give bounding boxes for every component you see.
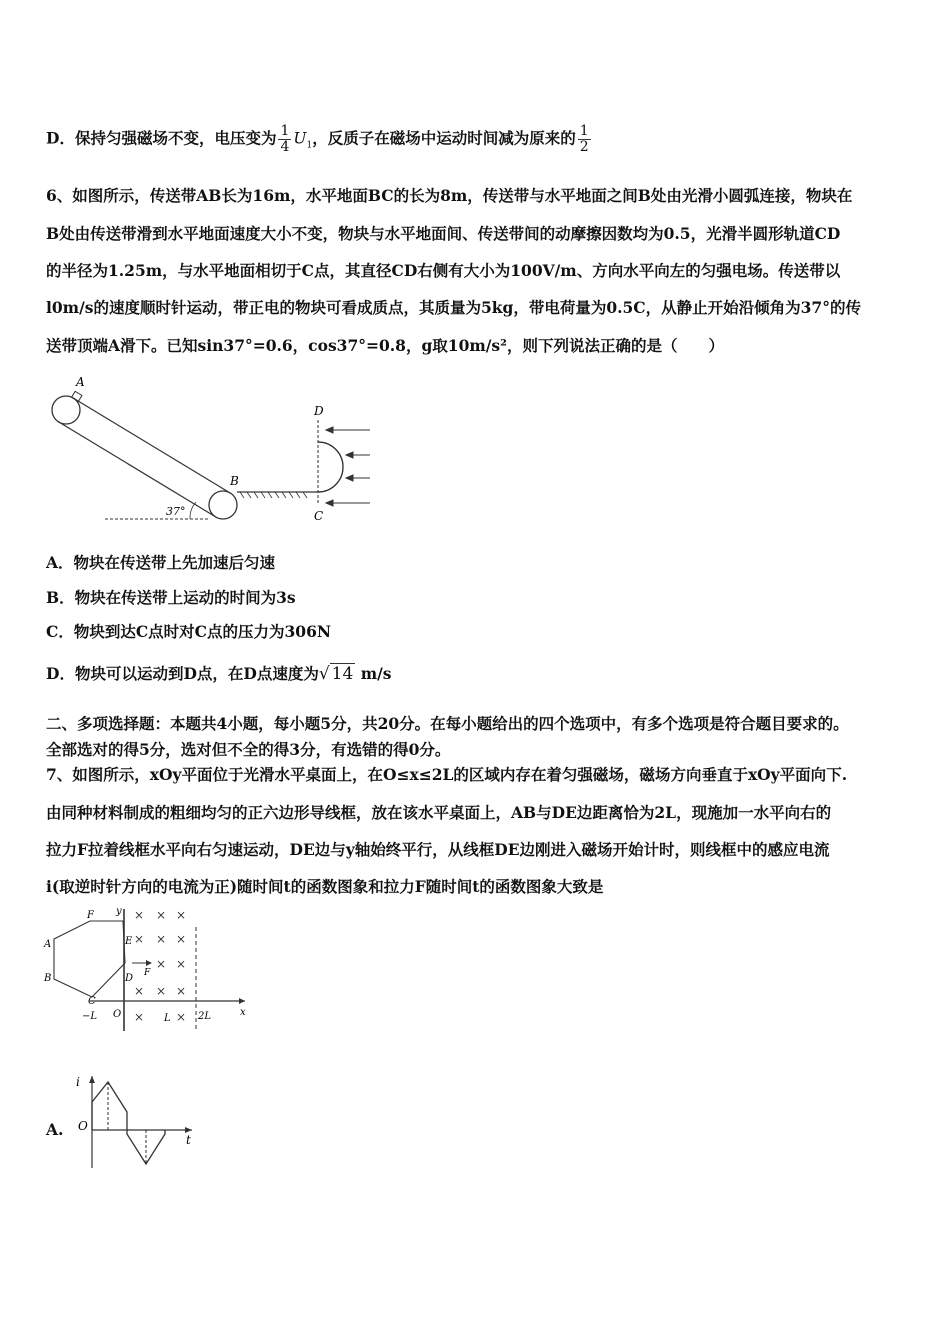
label-origin: O	[113, 1009, 122, 1020]
q6-line-2: B处由传送带滑到水平地面速度大小不变，物块与水平地面间、传送带间的动摩擦因数均为0.5，光滑半圆形轨道CD	[46, 224, 841, 243]
label-x-axis: x	[240, 1007, 246, 1018]
label-c-vertex: C	[88, 996, 96, 1007]
label-b-vertex: B	[44, 973, 52, 984]
q6-line-1: 6、如图所示，传送带AB长为16m，水平地面BC的长为8m，传送带与水平地面之间B处由光滑小圆弧连接，物块在	[46, 186, 853, 205]
q7-figure	[40, 905, 260, 1035]
field-crosses	[134, 908, 186, 1024]
q6-figure	[40, 370, 380, 530]
svg-text:×: ×	[176, 984, 187, 998]
label-a: A	[76, 375, 85, 389]
hexagon-frame	[54, 921, 125, 997]
svg-text:×: ×	[176, 932, 187, 946]
q6-line-5: 送带顶端A滑下。已知sin37°=0.6，cos37°=0.8，g取10m/s²，则下列说法正确的是（ ）	[46, 336, 724, 355]
label-angle: 37°	[166, 505, 186, 518]
svg-text:×: ×	[156, 957, 167, 971]
label-b: B	[230, 474, 239, 488]
graph-label-o: O	[78, 1119, 88, 1133]
prev-option-d: D．保持匀强磁场不变，电压变为 $\frac{1}{4}$ $U_1$，反质子在磁场中运动时间减为原来的 $\frac{1}{2}$	[46, 123, 589, 155]
label-d-vertex: D	[125, 973, 134, 984]
q7-line-4: i(取逆时针方向的电流为正)随时间t的函数图象和拉力F随时间t的函数图象大致是	[46, 877, 604, 896]
block-at-a	[72, 391, 82, 401]
q6-option-c[interactable]: C．物块到达C点时对C点的压力为306N	[46, 622, 332, 641]
semicircle-track-outline	[318, 442, 343, 492]
label-a-vertex: A	[44, 939, 52, 950]
q7-line-2: 由同种材料制成的粗细均匀的正六边形导线框，放在该水平桌面上，AB与DE边距离恰为2L，现施加一水平向右的	[46, 803, 832, 822]
section2-line-2: 全部选对的得5分，选对但不全的得3分，有选错的得0分。	[46, 740, 451, 759]
q6-line-3: 的半径为1.25m，与水平地面相切于C点，其直径CD右侧有大小为100V/m、方向水平向左的匀强电场。传送带以	[46, 261, 841, 280]
label-2l: 2L	[198, 1011, 212, 1022]
label-c: C	[314, 509, 324, 523]
prev-option-d-text: D．保持匀强磁场不变，电压变为	[46, 128, 277, 148]
q6-option-d[interactable]: D．物块可以运动到D点，在D点速度为√ 14 m/s	[46, 664, 392, 684]
svg-text:×: ×	[134, 908, 145, 922]
svg-text:×: ×	[134, 932, 145, 946]
q7-line-3: 拉力F拉着线框水平向右匀速运动，DE边与y轴始终平行，从线框DE边刚进入磁场开始计时，则线框中的感应电流	[46, 840, 830, 859]
q7-option-a-graph	[72, 1072, 202, 1172]
svg-text:×: ×	[134, 1010, 145, 1024]
svg-text:×: ×	[156, 908, 167, 922]
graph-label-i: i	[76, 1075, 80, 1089]
q6-option-b[interactable]: B．物块在传送带上运动的时间为3s	[46, 588, 296, 607]
svg-text:×: ×	[176, 908, 187, 922]
fraction-one-quarter: $\frac{1}{4}$	[280, 123, 290, 155]
fraction-one-half: $\frac{1}{2}$	[579, 123, 589, 155]
label-force: F	[144, 968, 151, 978]
label-y-axis: y	[116, 906, 122, 917]
label-neg-l: −L	[82, 1011, 98, 1022]
ground-hatch	[240, 492, 307, 498]
field-arrows	[326, 427, 370, 506]
graph-label-t: t	[186, 1133, 191, 1147]
current-curve	[92, 1082, 165, 1164]
svg-text:×: ×	[134, 984, 145, 998]
q6-option-a[interactable]: A．物块在传送带上先加速后匀速	[46, 553, 276, 572]
svg-text:×: ×	[176, 1010, 187, 1024]
sqrt-14: √ 14	[318, 664, 354, 684]
semicircle-track-cd	[318, 442, 343, 492]
label-f-vertex: F	[87, 910, 94, 921]
section2-line-1: 二、多项选择题：本题共4小题，每小题5分，共20分。在每小题给出的四个选项中，有多个选项是符合题目要求的。	[46, 714, 849, 733]
label-d: D	[314, 404, 324, 418]
q7-option-a-label[interactable]: A.	[46, 1120, 64, 1139]
label-e-vertex: E	[125, 936, 133, 947]
svg-text:×: ×	[156, 932, 167, 946]
variable-u: U	[293, 129, 307, 148]
q7-line-1: 7、如图所示，xOy平面位于光滑水平桌面上，在O≤x≤2L的区域内存在着匀强磁场，磁场方向垂直于xOy平面向下.	[46, 765, 848, 784]
svg-text:×: ×	[156, 984, 167, 998]
label-l: L	[164, 1013, 171, 1024]
svg-text:×: ×	[176, 957, 187, 971]
q6-line-4: l0m/s的速度顺时针运动，带正电的物块可看成质点，其质量为5kg，带电荷量为0.5C，从静止开始沿倾角为37°的传	[46, 298, 861, 317]
